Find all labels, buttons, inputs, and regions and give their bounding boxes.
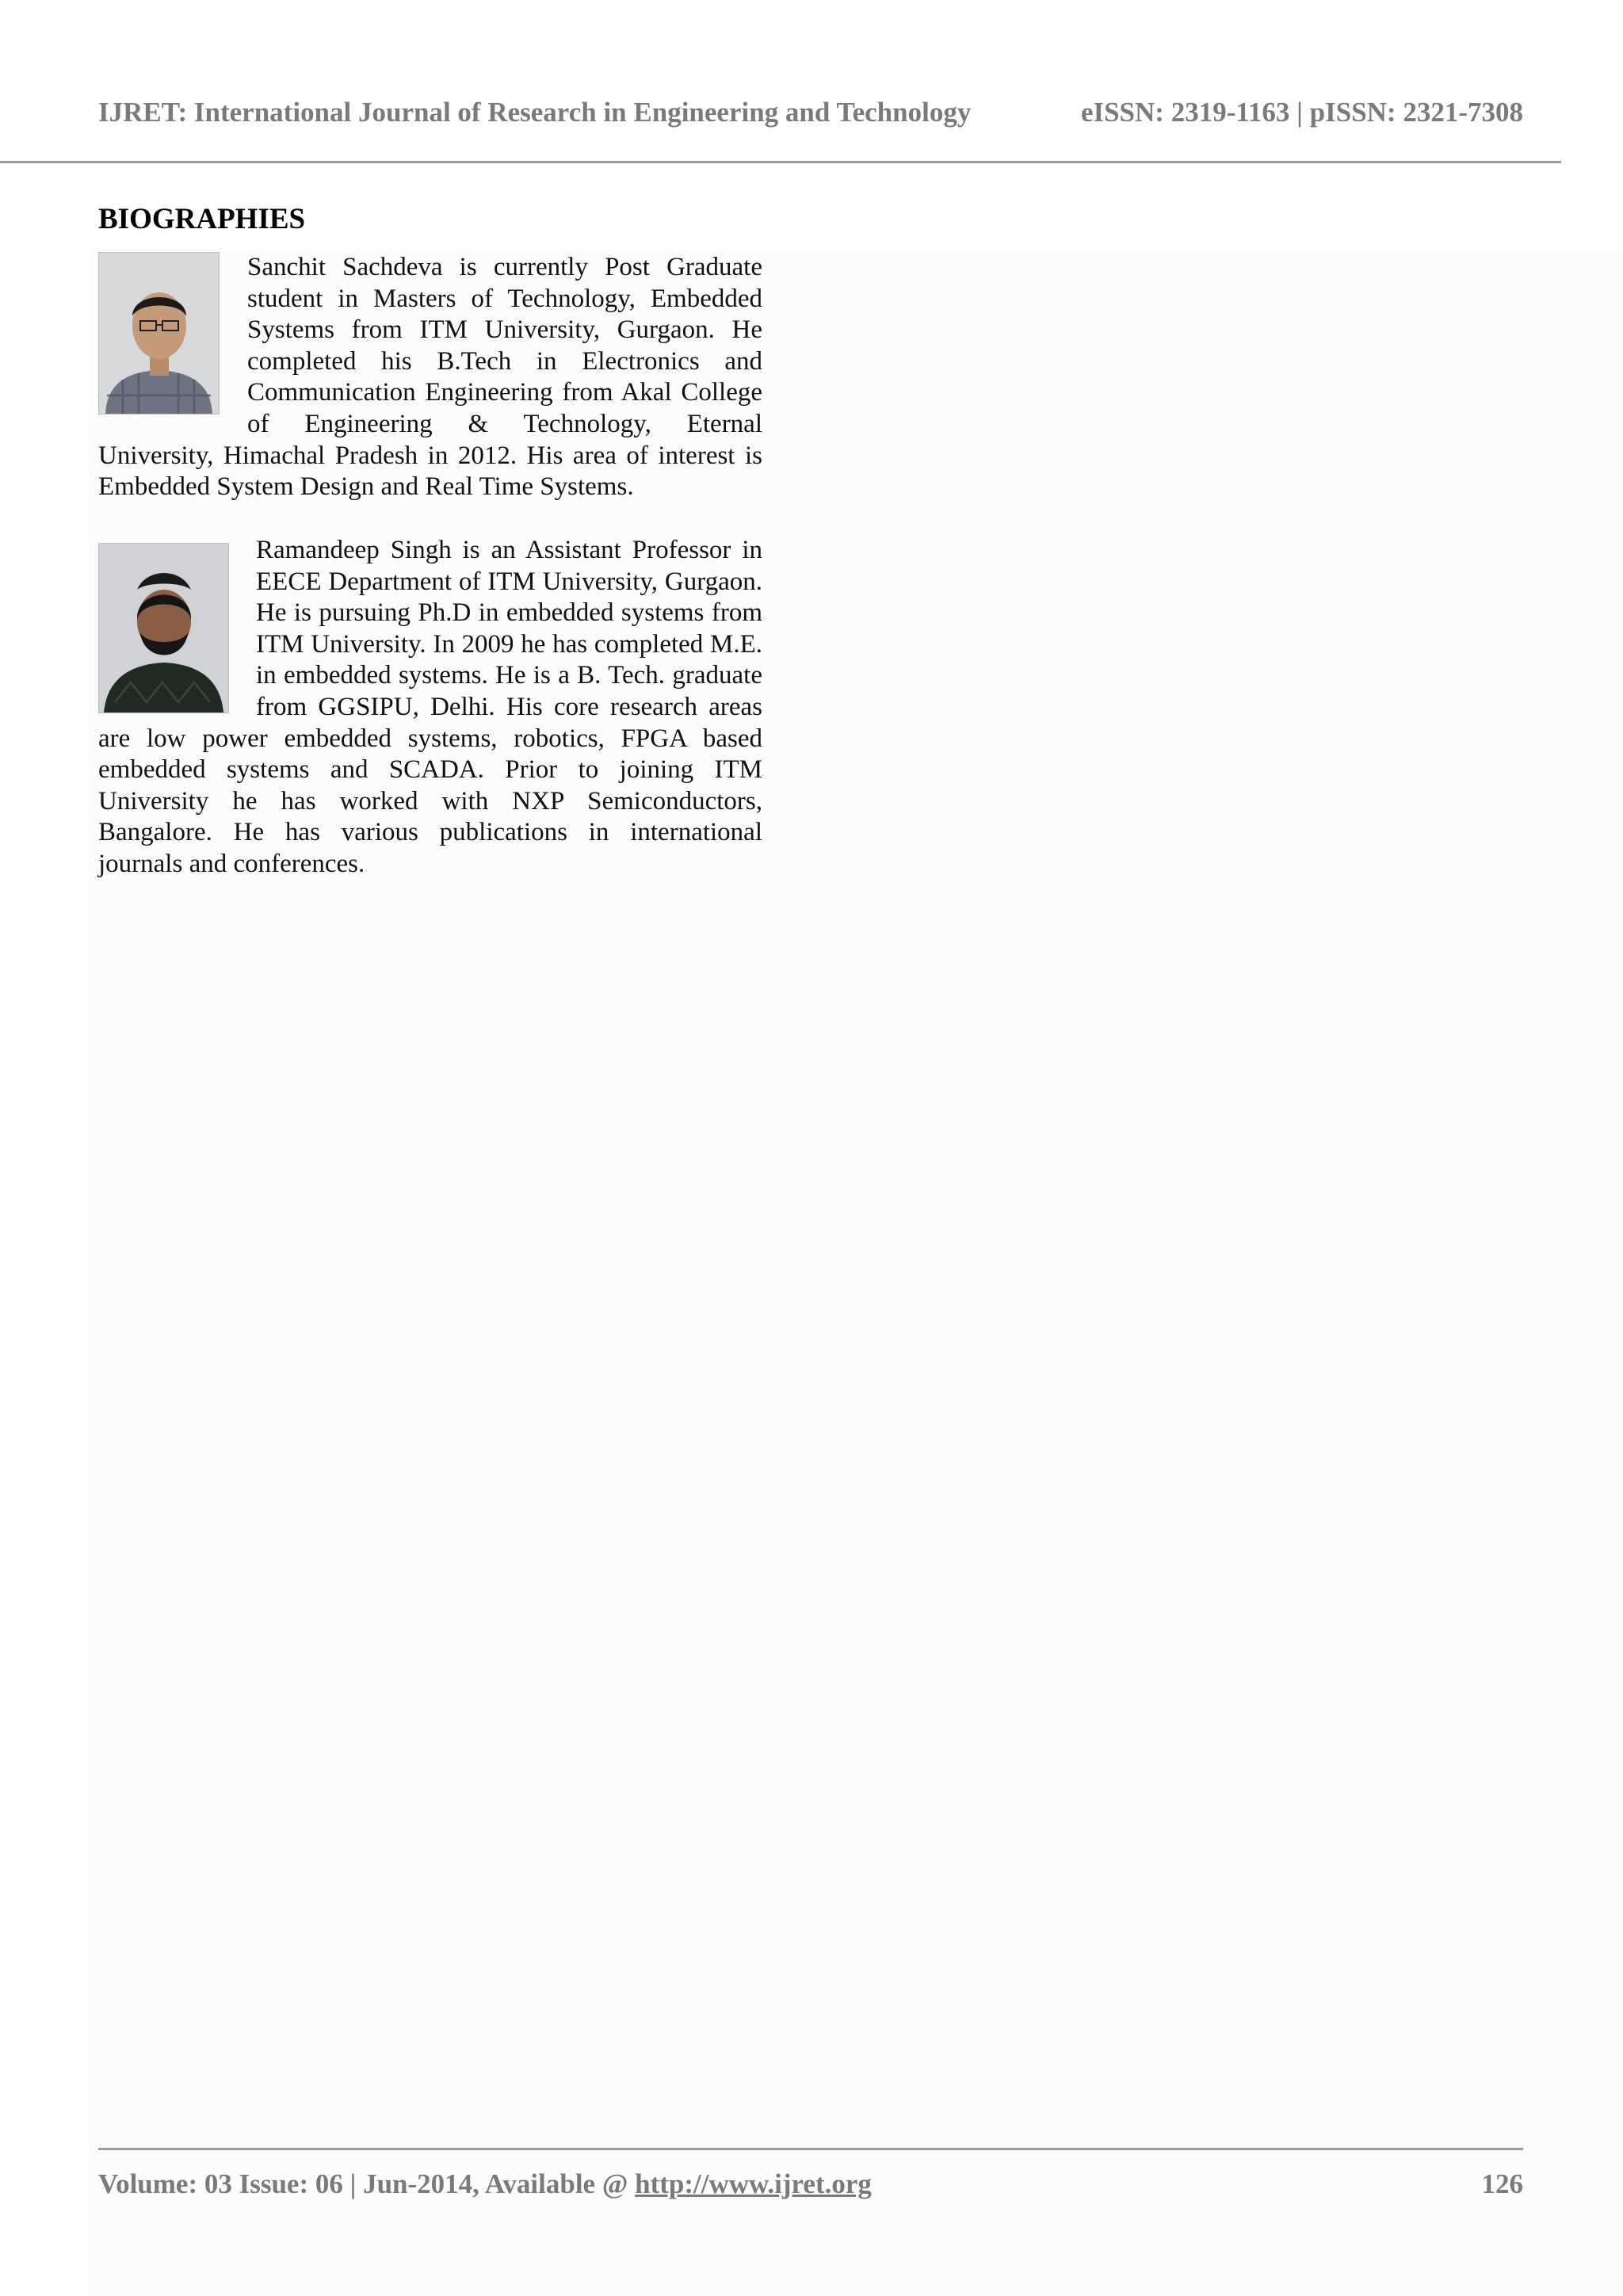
page-number: 126 — [1481, 2168, 1523, 2199]
running-footer — [98, 2168, 1523, 2200]
biography-text: Ramandeep Singh is an Assistant Professor in EECE Department of ITM University, Gurgaon. He is pursuing Ph.D in embedded systems from ITM University. In 2009 he has completed M.E. in embedded systems. He is a B. Tech. graduate from GGSIPU, Delhi. His core research areas are low power embedded systems, robotics, FPGA based embedded systems and SCADA. Prior to joining ITM University he has worked with NXP Semiconductors, Bangalore. He has various publications in international journals and conferences. — [98, 536, 762, 878]
author-portrait-image — [99, 544, 228, 712]
biography-sanchit-sachdeva — [98, 252, 762, 503]
running-header — [98, 97, 1523, 128]
header-divider — [0, 161, 1561, 163]
issn-numbers: eISSN: 2319-1163 | pISSN: 2321-7308 — [1080, 97, 1523, 128]
journal-website-link[interactable]: http://www.ijret.org — [635, 2168, 872, 2199]
volume-text: Volume: 03 Issue: 06 | Jun-2014, Available @ — [98, 2168, 636, 2199]
journal-title: IJRET: International Journal of Research in Engineering and Technology — [98, 97, 972, 128]
author-portrait-image — [99, 253, 219, 414]
author-photo — [98, 252, 220, 415]
author-photo — [98, 543, 229, 713]
footer-divider — [98, 2148, 1523, 2150]
section-title: BIOGRAPHIES — [98, 203, 306, 235]
footer-volume-info — [98, 2168, 872, 2200]
biography-text: Sanchit Sachdeva is currently Post Graduate student in Masters of Technology, Embedded Systems from ITM University, Gurgaon. He completed his B.Tech in Electronics and Communication Engineering from Akal College of Engineering & Technology, Eternal University, Himachal Pradesh in 2012. His area of interest is Embedded System Design and Real Time Systems. — [98, 253, 762, 502]
biography-ramandeep-singh — [98, 535, 762, 881]
